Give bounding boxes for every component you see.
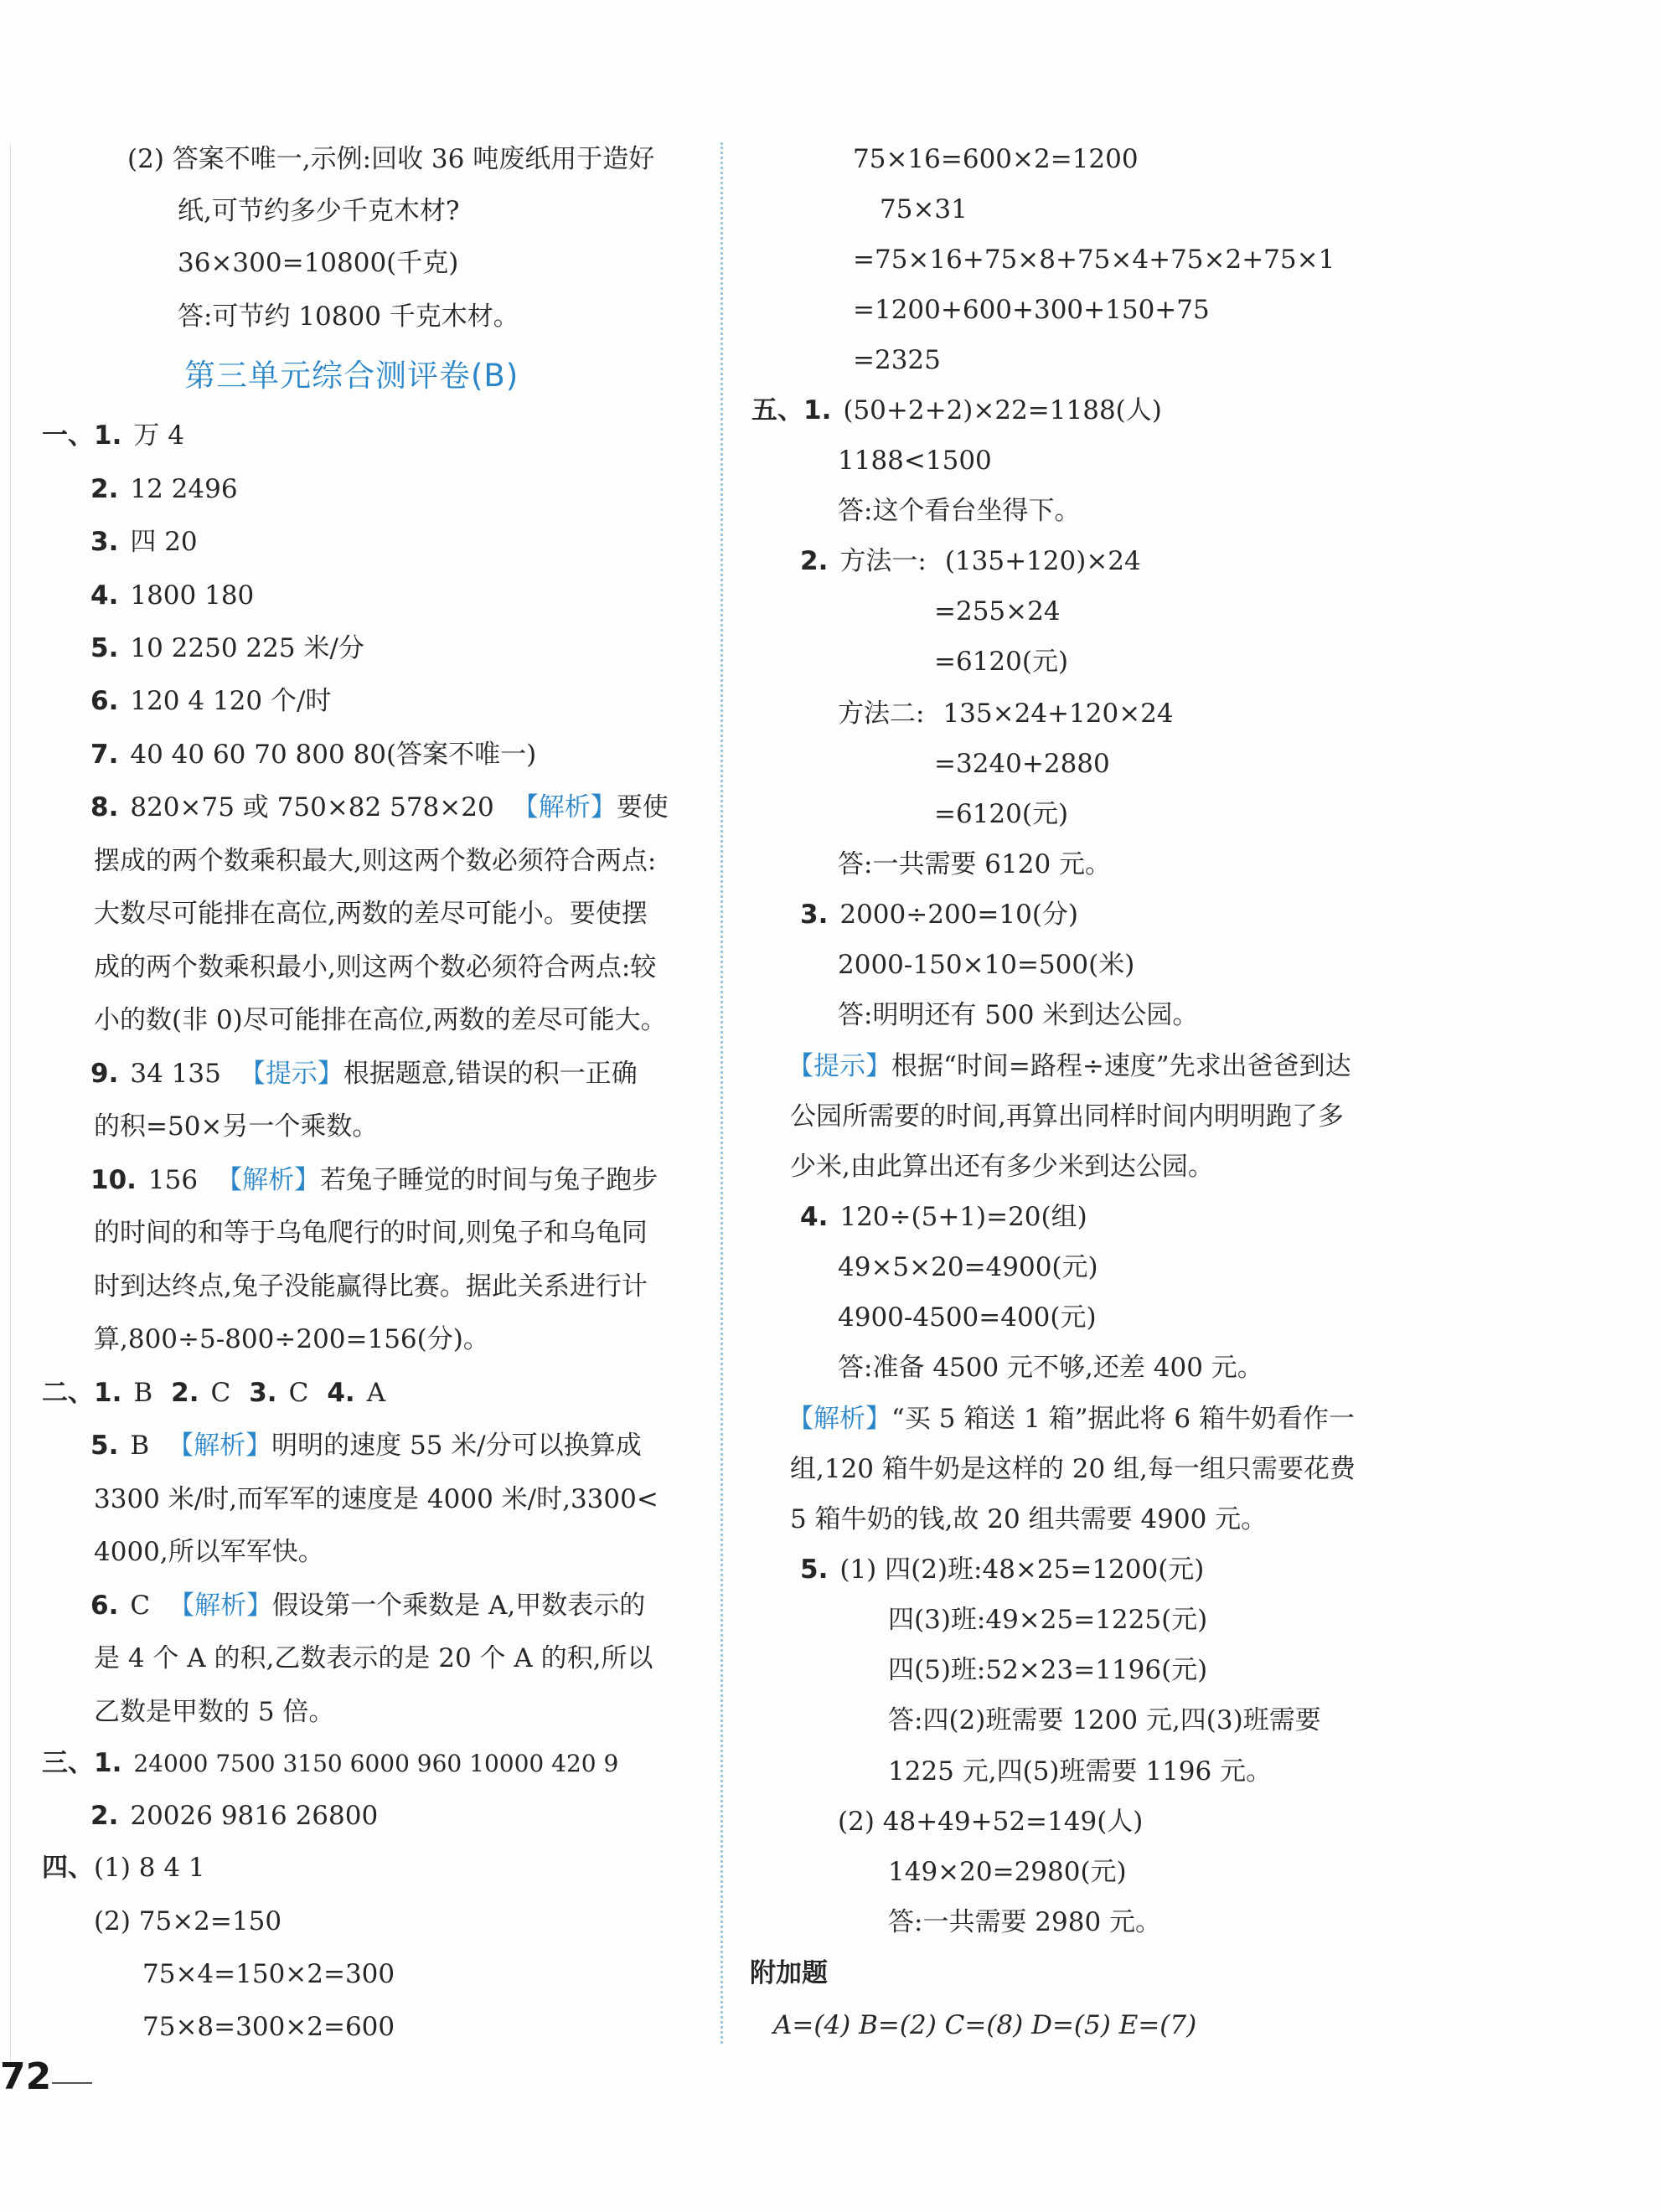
question-number: 1. <box>94 420 122 451</box>
page-number-rule <box>52 2082 92 2084</box>
hint-row <box>788 1048 1351 1085</box>
analysis-text: 若兔子睡觉的时间与兔子跑步 <box>320 1165 658 1195</box>
part-5-q3 <box>800 896 1078 933</box>
calc-line: =75×16+75×8+75×4+75×2+75×1 <box>853 245 1335 275</box>
question-number: 4. <box>90 580 119 611</box>
analysis-text: “买 5 箱送 1 箱”据此将 6 箱牛奶看作一 <box>891 1404 1355 1434</box>
calc-line: 149×20=2980(元) <box>888 1857 1127 1887</box>
question-number: 2. <box>800 546 829 576</box>
hint-text: 根据“时间=路程÷速度”先求出爸爸到达 <box>891 1051 1351 1081</box>
calc-text: 120÷(5+1)=20(组) <box>839 1202 1087 1232</box>
question-number: 1. <box>803 395 832 425</box>
answer-text: 24000 7500 3150 6000 960 10000 420 9 <box>133 1750 619 1777</box>
hint-tag: 【提示】 <box>788 1051 891 1081</box>
question-number: 4. <box>327 1378 355 1408</box>
part-label: 三、 <box>42 1748 94 1778</box>
answer-text: 10 2250 225 米/分 <box>130 633 364 663</box>
part-2-q6 <box>90 1587 645 1624</box>
answer-text: 1800 180 <box>130 580 255 611</box>
calc-text: 135×24+120×24 <box>943 699 1174 729</box>
answer-line: 答:四(2)班需要 1200 元,四(3)班需要 <box>888 1705 1321 1735</box>
part-1-q10 <box>90 1162 658 1199</box>
question-number: 2. <box>90 1801 119 1831</box>
question-number: 5. <box>90 1431 119 1461</box>
part-1-q4 <box>90 577 254 614</box>
method-label: 方法二: <box>838 699 925 729</box>
part-label: 四、 <box>42 1853 94 1883</box>
hint-text: 根据题意,错误的积一正确 <box>343 1059 638 1089</box>
answer-text: 156 <box>147 1165 199 1195</box>
question-number: 6. <box>90 1591 119 1621</box>
analysis-tag: 【解析】 <box>216 1165 321 1195</box>
answer-line: 纸,可节约多少千克木材? <box>178 196 460 226</box>
question-number: 1. <box>94 1378 122 1408</box>
part-2-q5 <box>90 1427 642 1464</box>
question-number: 5. <box>90 633 119 663</box>
calc-line: =6120(元) <box>934 647 1069 677</box>
column-divider <box>720 142 723 2044</box>
analysis-line: 5 箱牛奶的钱,故 20 组共需要 4900 元。 <box>790 1504 1268 1534</box>
analysis-line: 组,120 箱牛奶是这样的 20 组,每一组只需要花费 <box>790 1454 1356 1484</box>
calc-line: 2000-150×10=500(米) <box>838 950 1135 980</box>
part-2-row <box>42 1374 385 1411</box>
page-number: 72 <box>0 2055 52 2098</box>
answer-line: 36×300=10800(千克) <box>178 248 459 278</box>
page-edge-line <box>10 142 11 2069</box>
analysis-text: 要使 <box>616 792 669 822</box>
analysis-line: 乙数是甲数的 5 倍。 <box>94 1697 335 1727</box>
analysis-line: 大数尽可能排在高位,两数的差尽可能小。要使摆 <box>94 899 648 929</box>
method-row <box>838 695 1174 732</box>
answer-text: 120 4 120 个/时 <box>130 686 332 716</box>
calc-line: =3240+2880 <box>934 749 1110 779</box>
calc-line: (2) 48+49+52=149(人) <box>838 1807 1144 1837</box>
part-1-q1 <box>42 417 184 454</box>
answer-text: B <box>130 1431 150 1461</box>
part-5-q1 <box>751 392 1162 429</box>
analysis-line: 时到达终点,兔子没能赢得比赛。据此关系进行计 <box>94 1271 648 1302</box>
calc-line: 49×5×20=4900(元) <box>838 1252 1098 1282</box>
calc-line: 四(5)班:52×23=1196(元) <box>888 1655 1208 1685</box>
calc-text: (50+2+2)×22=1188(人) <box>843 395 1162 425</box>
section-title: 第三单元综合测评卷(B) <box>184 358 519 394</box>
answer-text: 40 40 60 70 800 80(答案不唯一) <box>130 740 537 770</box>
question-number: 2. <box>90 474 119 504</box>
calc-line: (2) 75×2=150 <box>94 1906 282 1936</box>
part-1-q6 <box>90 683 331 719</box>
calc-line: =255×24 <box>934 596 1061 626</box>
analysis-line: 3300 米/时,而军军的速度是 4000 米/时,3300< <box>94 1484 658 1514</box>
part-3-q2 <box>90 1797 378 1834</box>
method-label: 方法一: <box>839 546 927 576</box>
calc-text: 2000÷200=10(分) <box>839 900 1079 930</box>
answer-line: 答:明明还有 500 米到达公园。 <box>838 1000 1199 1030</box>
part-1-q8 <box>90 789 669 826</box>
answer-line: 答:准备 4500 元不够,还差 400 元。 <box>838 1353 1263 1383</box>
calc-line: 四(3)班:49×25=1225(元) <box>888 1605 1208 1635</box>
question-number: 2. <box>171 1378 199 1408</box>
analysis-tag: 【解析】 <box>788 1404 891 1434</box>
part-1-q7 <box>90 736 536 773</box>
answer-text: A <box>366 1378 386 1408</box>
answer-line: 答:一共需要 6120 元。 <box>838 849 1112 879</box>
calc-line: =6120(元) <box>934 799 1069 829</box>
analysis-text: 明明的速度 55 米/分可以换算成 <box>271 1431 642 1461</box>
part-1-q9 <box>90 1055 638 1092</box>
part-5-q2 <box>800 543 1141 580</box>
answer-line: 答:这个看台坐得下。 <box>838 496 1081 526</box>
analysis-line: 算,800÷5-800÷200=156(分)。 <box>94 1324 489 1354</box>
answer-text: 万 4 <box>133 420 184 451</box>
answer-text: C <box>210 1378 231 1408</box>
part-label: 二、 <box>42 1378 94 1408</box>
analysis-line: 4000,所以军军快。 <box>94 1537 324 1567</box>
calc-text: (135+120)×24 <box>944 546 1141 576</box>
analysis-row <box>788 1400 1355 1437</box>
analysis-tag: 【解析】 <box>512 792 617 822</box>
calc-line: 75×16=600×2=1200 <box>853 144 1139 174</box>
hint-line: 的积=50×另一个乘数。 <box>94 1111 379 1142</box>
calc-line: 75×8=300×2=600 <box>142 2012 395 2042</box>
hint-line: 公园所需要的时间,再算出同样时间内明明跑了多 <box>790 1101 1344 1132</box>
part-1-q2 <box>90 471 238 508</box>
question-number: 4. <box>800 1202 829 1232</box>
question-number: 3. <box>249 1378 277 1408</box>
part-label: 一、 <box>42 420 94 451</box>
answer-text: B <box>133 1378 153 1408</box>
answer-line: (2) 答案不唯一,示例:回收 36 吨废纸用于造好 <box>127 144 655 174</box>
analysis-line: 小的数(非 0)尽可能排在高位,两数的差尽可能大。 <box>94 1005 667 1035</box>
part-5-q4 <box>800 1199 1087 1235</box>
part-4-l1 <box>42 1849 205 1886</box>
calc-line: =1200+600+300+150+75 <box>853 295 1210 325</box>
answer-line: 答:一共需要 2980 元。 <box>888 1907 1162 1937</box>
question-number: 3. <box>800 900 829 930</box>
question-number: 6. <box>90 686 119 716</box>
answer-text: 20026 9816 26800 <box>130 1801 379 1831</box>
calc-line: 4900-4500=400(元) <box>838 1302 1097 1333</box>
analysis-line: 成的两个数乘积最小,则这两个数必须符合两点:较 <box>94 952 657 982</box>
answer-text: 12 2496 <box>130 474 238 504</box>
hint-line: 少米,由此算出还有多少米到达公园。 <box>790 1152 1214 1182</box>
analysis-text: 假设第一个乘数是 A,甲数表示的 <box>272 1591 646 1621</box>
answer-line: 1225 元,四(5)班需要 1196 元。 <box>888 1756 1273 1787</box>
part-3-q1 <box>42 1745 618 1781</box>
analysis-line: 的时间的和等于乌龟爬行的时间,则兔子和乌龟同 <box>94 1218 648 1248</box>
question-number: 3. <box>90 527 119 557</box>
answer-text: C <box>130 1591 151 1621</box>
question-number: 1. <box>94 1748 122 1778</box>
part-1-q5 <box>90 630 364 667</box>
analysis-line: 是 4 个 A 的积,乙数表示的是 20 个 A 的积,所以 <box>94 1643 653 1673</box>
calc-line: 75×4=150×2=300 <box>142 1959 395 1989</box>
analysis-tag: 【解析】 <box>168 1431 272 1461</box>
answer-text: 34 135 <box>130 1059 221 1089</box>
part-1-q3 <box>90 523 198 560</box>
extra-title: 附加题 <box>750 1958 828 1988</box>
analysis-line: 摆成的两个数乘积最大,则这两个数必须符合两点: <box>94 846 657 876</box>
analysis-tag: 【解析】 <box>168 1591 273 1621</box>
question-number: 7. <box>90 740 119 770</box>
calc-line: 75×31 <box>880 194 968 224</box>
question-number: 8. <box>90 792 119 822</box>
answer-text: C <box>288 1378 309 1408</box>
part-label: 五、 <box>751 395 803 425</box>
answer-text: (1) 8 4 1 <box>94 1853 205 1883</box>
calc-text: (1) 四(2)班:48×25=1200(元) <box>839 1555 1205 1585</box>
calc-line: 1188<1500 <box>838 446 992 476</box>
hint-tag: 【提示】 <box>239 1059 343 1089</box>
calc-line: =2325 <box>853 345 941 375</box>
extra-answer: A=(4) B=(2) C=(8) D=(5) E=(7) <box>773 2010 1197 2040</box>
part-5-q5 <box>800 1551 1204 1588</box>
question-number: 10. <box>90 1165 137 1195</box>
answer-line: 答:可节约 10800 千克木材。 <box>178 302 519 332</box>
question-number: 5. <box>800 1555 829 1585</box>
answer-text: 四 20 <box>130 527 198 557</box>
answer-text: 820×75 或 750×82 578×20 <box>130 792 494 822</box>
question-number: 9. <box>90 1059 119 1089</box>
